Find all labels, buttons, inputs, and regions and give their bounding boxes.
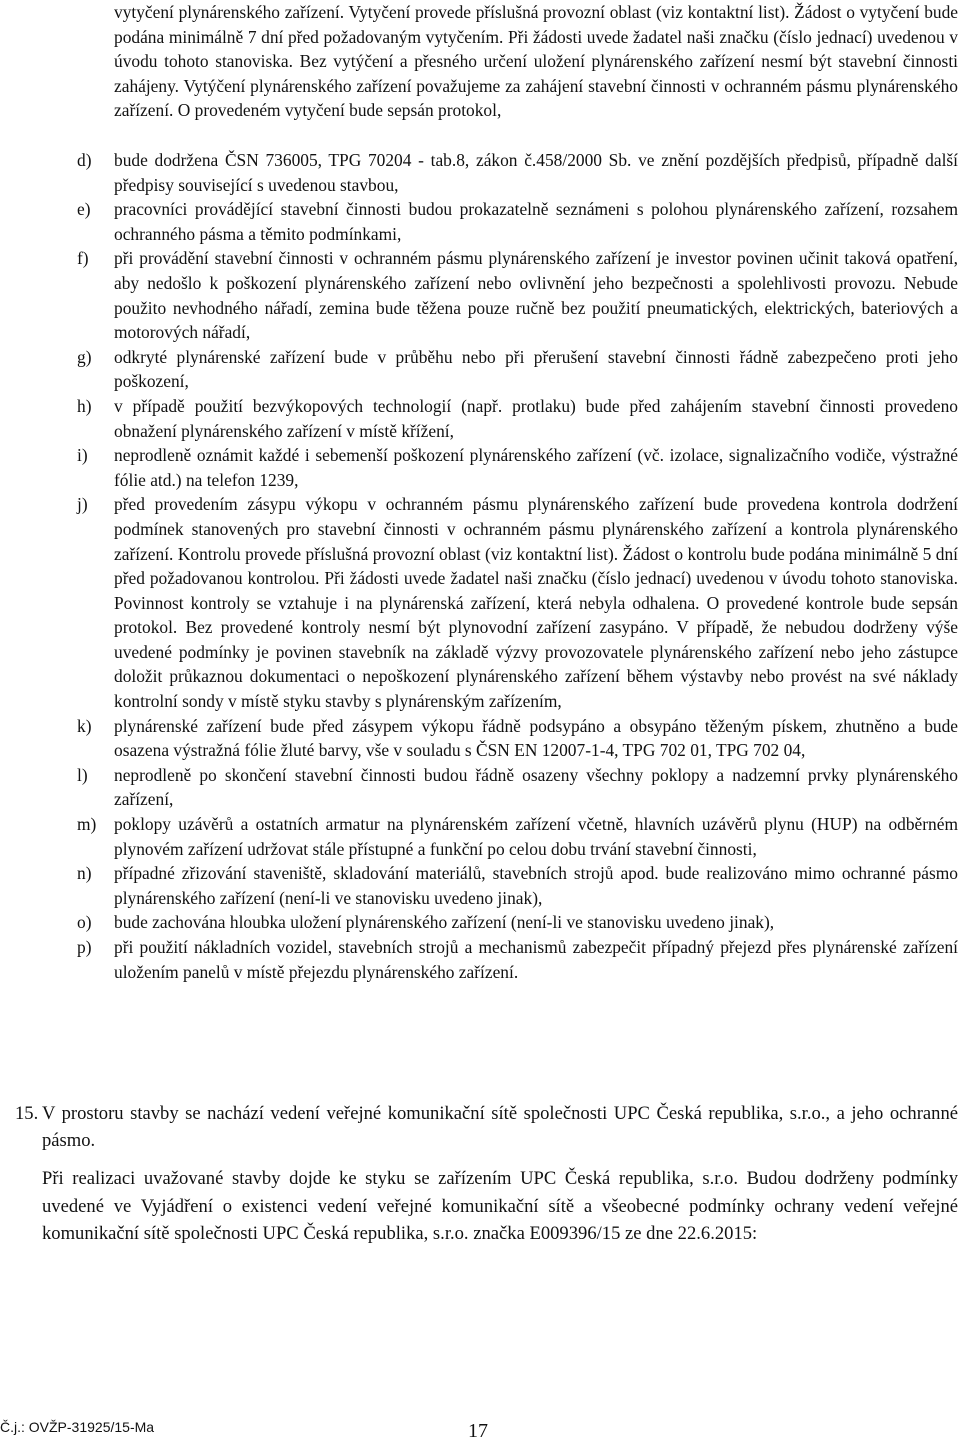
section-number: 15. — [15, 1103, 39, 1124]
list-item-text: před provedením zásypu výkopu v ochranném pásmu plynárenského zařízení bude provedena kontrola dodržení podmínek stanovených pro stavební činnosti v ochranném pásmu plynárenského zařízení a kontrola plynárenského zařízení. Kontrolu provede příslušná provozní oblast (viz kontaktní list). Žádost o kontrolu bude podána minimálně 5 dní před požadovanou kontrolou. Při žádosti uvede žadatel naši značku (číslo jednací) uvedenou v úvodu tohoto stanoviska. Povinnost kontroly se vztahuje i na plynárenská zařízení, která nebyla odhalena. O provedené kontrole bude sepsán protokol. Bez provedené kontroly nesmí být plynovodní zařízení zasypáno. V případě, že nebudou dodrženy výše uvedené podmínky je povinen stavebník na základě výzvy provozovatele plynárenského zařízení nebo jeho zástupce doložit průkaznou dokumentaci o nepoškození plynárenského zařízení během výstavby nebo provést na své náklady kontrolní sondy v místě styku stavby s plynárenským zařízením, — [114, 494, 958, 712]
list-item-l — [0, 763, 958, 812]
list-item-label: l) — [77, 764, 88, 785]
list-item-label: p) — [77, 937, 92, 957]
list-item-p — [0, 935, 958, 984]
list-item-label: o) — [77, 912, 92, 933]
list-item-label: e) — [77, 199, 91, 220]
list-item-o — [0, 910, 958, 935]
list-item-text: v případě použití bezvýkopových technologií (např. protlaku) bude před zahájením stavební činnosti provedeno obnažení plynárenského zařízení v místě křížení, — [114, 395, 958, 441]
list-item-label: g) — [77, 346, 92, 367]
conditions-list — [0, 148, 958, 984]
intro-paragraph: vytyčení plynárenského zařízení. Vytyčení provede příslušná provozní oblast (viz kontaktní list). Žádost o vytyčení bude podána minimálně 7 dní před požadovaným vytyčením. Při žádosti uvede žadatel naši značku (číslo jednací) uvedenou v úvodu tohoto stanoviska. Bez vytýčení a přesného určení uložení plynárenského zařízení nesmí být stavební činnosti zahájeny. Vytýčení plynárenského zařízení považujeme za zahájení stavební činnosti v ochranném pásmu plynárenského zařízení. O provedeném vytyčení bude sepsán protokol, — [114, 2, 958, 121]
list-item-label: i) — [77, 445, 88, 466]
page-number: 17 — [468, 1420, 488, 1442]
list-item-label: d) — [77, 150, 92, 170]
list-item-h — [0, 394, 958, 443]
list-item-e — [0, 197, 958, 246]
section-15 — [0, 1100, 958, 1247]
list-item-label: n) — [77, 863, 92, 884]
list-item-text: při použití nákladních vozidel, stavebních strojů a mechanismů zabezpečit případný přejezd přes plynárenské zařízení uložením panelů v místě přejezdu plynárenského zařízení. — [114, 937, 958, 982]
list-item-f — [0, 246, 958, 344]
list-item-text: bude dodržena ČSN 736005, TPG 70204 - tab.8, zákon č.458/2000 Sb. ve znění pozdějších předpisů, případně další předpisy související s uvedenou stavbou, — [114, 150, 958, 195]
list-item-i — [0, 443, 958, 492]
list-item-text: odkryté plynárenské zařízení bude v průběhu nebo při přerušení stavební činnosti řádně zabezpečeno proti jeho poškození, — [114, 346, 958, 392]
intro-text-block — [114, 0, 958, 123]
list-item-text: neprodleně po skončení stavební činnosti budou řádně osazeny všechny poklopy a nadzemní prvky plynárenského zařízení, — [114, 764, 958, 810]
list-item-label: j) — [77, 494, 88, 515]
list-item-text: případné zřizování staveniště, skladování materiálů, stavebních strojů apod. bude realizováno mimo ochranné pásmo plynárenského zařízení (není-li ve stanovisku uvedeno jinak), — [114, 863, 958, 908]
footer-reference: Č.j.: OVŽP-31925/15-Ma — [0, 1419, 155, 1435]
list-item-j — [0, 492, 958, 713]
list-item-text: pracovníci provádějící stavební činnosti budou prokazatelně seznámeni s polohou plynárenského zařízení, rozsahem ochranného pásma a těmito podmínkami, — [114, 199, 958, 244]
list-item-text: plynárenské zařízení bude před zásypem výkopu řádně podsypáno a obsypáno těženým pískem, zhutněno a bude osazena výstražná fólie žluté barvy, vše v souladu s ČSN EN 12007-1-4, TPG 702 01, TPG 702 04, — [114, 715, 958, 761]
list-item-label: h) — [77, 395, 92, 416]
section-paragraph: Při realizaci uvažované stavby dojde ke styku se zařízením UPC Česká republika, s.r.o. Budou dodrženy podmínky uvedené ve Vyjádření o existenci vedení veřejné komunikační sítě a všeobecné podmínky ochrany vedení veřejné komunikační sítě společnosti UPC Česká republika, s.r.o. značka E009396/15 ze dne 22.6.2015: — [42, 1168, 958, 1244]
list-item-label: k) — [77, 715, 92, 736]
section-heading-text: V prostoru stavby se nachází vedení veřejné komunikační sítě společnosti UPC Česká republika, s.r.o., a jeho ochranné pásmo. — [42, 1103, 958, 1152]
list-item-label: f) — [77, 248, 89, 269]
list-item-text: poklopy uzávěrů a ostatních armatur na plynárenském zařízení včetně, hlavních uzávěrů plynu (HUP) na odběrném plynovém zařízení udržovat stále přístupné a funkční po celou dobu trvání stavební činnosti, — [114, 814, 958, 859]
list-item-text: při provádění stavební činnosti v ochranném pásmu plynárenského zařízení je investor povinen učinit taková opatření, aby nedošlo k poškození plynárenského zařízení nebo ovlivnění jeho bezpečnosti a spolehlivosti provozu. Nebude použito nevhodného nářadí, zemina bude těžena pouze ručně bez použití pneumatických, elektrických, bateriových a motorových nářadí, — [114, 248, 958, 343]
list-item-n — [0, 861, 958, 910]
list-item-text: bude zachována hloubka uložení plynárenského zařízení (není-li ve stanovisku uvedeno jinak), — [114, 912, 775, 933]
list-item-k — [0, 714, 958, 763]
list-item-g — [0, 345, 958, 394]
list-item-d — [0, 148, 958, 197]
list-item-label: m) — [77, 814, 97, 835]
list-item-m — [0, 812, 958, 861]
list-item-text: neprodleně oznámit každé i sebemenší poškození plynárenského zařízení (vč. izolace, signalizačního vodiče, výstražné fólie atd.) na telefon 1239, — [114, 445, 958, 490]
